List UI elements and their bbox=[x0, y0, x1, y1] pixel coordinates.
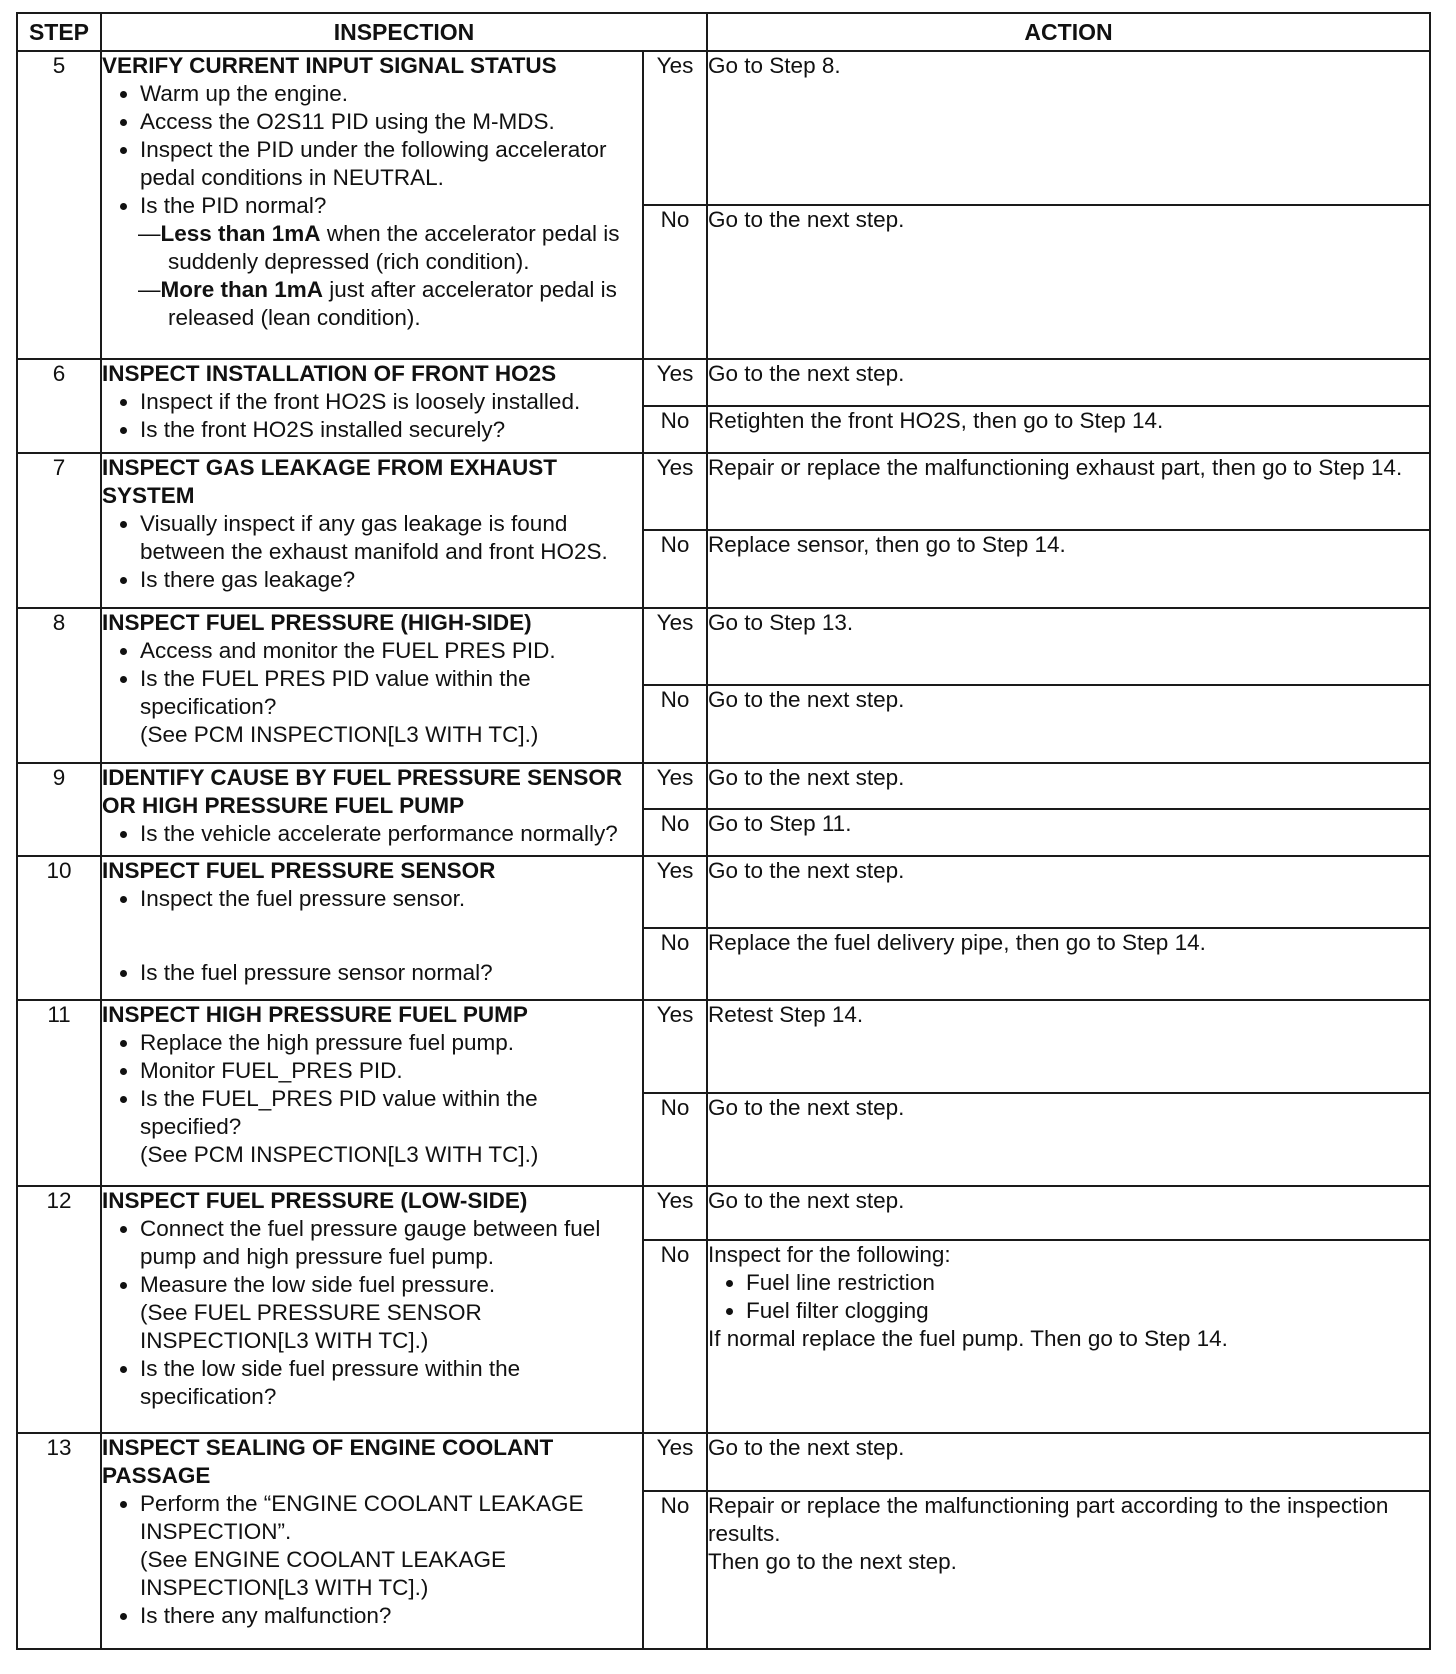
no-label: No bbox=[643, 685, 707, 762]
inspection-cell bbox=[101, 1186, 643, 1433]
inspection-item: • Is the low side fuel pressure within the specification? bbox=[140, 1355, 642, 1411]
step-row bbox=[17, 608, 1430, 685]
no-action-item: • Fuel filter clogging bbox=[746, 1297, 1429, 1325]
yes-action: Go to the next step. bbox=[707, 763, 1430, 810]
inspection-item-text: Measure the low side fuel pressure. bbox=[140, 1272, 496, 1297]
header-action: ACTION bbox=[707, 13, 1430, 51]
no-action bbox=[707, 1491, 1430, 1649]
no-label: No bbox=[643, 406, 707, 453]
yes-label: Yes bbox=[643, 1186, 707, 1240]
condition-value: Less than 1mA bbox=[160, 221, 321, 246]
step-row bbox=[17, 1186, 1430, 1240]
inspection-item: • Connect the fuel pressure gauge between fuel pump and high pressure fuel pump. bbox=[140, 1215, 642, 1271]
no-action: Go to the next step. bbox=[707, 205, 1430, 359]
inspection-title: IDENTIFY CAUSE BY FUEL PRESSURE SENSOR OR HIGH PRESSURE FUEL PUMP bbox=[102, 764, 623, 818]
inspection-list bbox=[102, 1215, 642, 1411]
no-action: Go to Step 11. bbox=[707, 809, 1430, 856]
no-label: No bbox=[643, 1093, 707, 1186]
step-number: 6 bbox=[17, 359, 101, 453]
condition-item: —More than 1mA just after accelerator pedal is released (lean condition). bbox=[138, 277, 617, 330]
step-number: 10 bbox=[17, 856, 101, 1000]
inspection-list bbox=[102, 388, 642, 444]
inspection-item: • Monitor FUEL_PRES PID. bbox=[140, 1057, 642, 1085]
inspection-cell bbox=[101, 453, 643, 608]
inspection-cell bbox=[101, 1000, 643, 1186]
step-row bbox=[17, 856, 1430, 928]
header-row bbox=[17, 13, 1430, 51]
inspection-list bbox=[102, 637, 642, 749]
inspection-list bbox=[102, 820, 642, 848]
no-label: No bbox=[643, 530, 707, 607]
yes-label: Yes bbox=[643, 1433, 707, 1492]
step-row bbox=[17, 453, 1430, 530]
yes-label: Yes bbox=[643, 1000, 707, 1093]
inspection-title: INSPECT FUEL PRESSURE SENSOR bbox=[102, 858, 496, 884]
no-action bbox=[707, 1240, 1430, 1433]
step-row bbox=[17, 763, 1430, 810]
header-inspection: INSPECTION bbox=[101, 13, 707, 51]
inspection-list bbox=[102, 510, 642, 594]
inspection-item-text: Is the FUEL_PRES PID value within the specified? bbox=[140, 1086, 538, 1140]
yes-action: Go to the next step. bbox=[707, 856, 1430, 928]
inspection-list bbox=[102, 885, 642, 913]
yes-label: Yes bbox=[643, 763, 707, 810]
no-label: No bbox=[643, 205, 707, 359]
inspection-item: • Inspect the fuel pressure sensor. bbox=[140, 885, 642, 913]
inspection-item bbox=[140, 1271, 642, 1355]
yes-action: Go to the next step. bbox=[707, 359, 1430, 406]
header-step: STEP bbox=[17, 13, 101, 51]
inspection-item: • Is the fuel pressure sensor normal? bbox=[140, 959, 642, 987]
inspection-list bbox=[102, 1029, 642, 1169]
yes-action: Retest Step 14. bbox=[707, 1000, 1430, 1093]
step-number: 7 bbox=[17, 453, 101, 608]
inspection-item-text: Perform the “ENGINE COOLANT LEAKAGE INSPECTION”. bbox=[140, 1490, 584, 1544]
no-action: Retighten the front HO2S, then go to Step 14. bbox=[707, 406, 1430, 453]
inspection-cell bbox=[101, 1433, 643, 1649]
spacer bbox=[102, 913, 642, 959]
inspection-title: INSPECT GAS LEAKAGE FROM EXHAUST SYSTEM bbox=[102, 454, 558, 508]
yes-label: Yes bbox=[643, 453, 707, 530]
inspection-cell bbox=[101, 856, 643, 1000]
inspection-item: • Is the front HO2S installed securely? bbox=[140, 416, 642, 444]
step-row bbox=[17, 1433, 1430, 1492]
yes-label: Yes bbox=[643, 608, 707, 685]
condition-text: when the accelerator pedal is suddenly depressed (rich condition). bbox=[168, 221, 620, 274]
inspection-item: • Inspect if the front HO2S is loosely installed. bbox=[140, 388, 642, 416]
step-number: 11 bbox=[17, 1000, 101, 1186]
inspection-cell bbox=[101, 51, 643, 359]
inspection-cell bbox=[101, 763, 643, 857]
no-action: Replace sensor, then go to Step 14. bbox=[707, 530, 1430, 607]
step-number: 12 bbox=[17, 1186, 101, 1433]
step-row bbox=[17, 1000, 1430, 1093]
condition-list bbox=[102, 220, 642, 332]
inspection-item: • Is there gas leakage? bbox=[140, 566, 642, 594]
inspection-item: • Is there any malfunction? bbox=[140, 1602, 642, 1630]
inspection-list bbox=[102, 959, 642, 987]
yes-label: Yes bbox=[643, 856, 707, 928]
step-number: 8 bbox=[17, 608, 101, 763]
inspection-cell bbox=[101, 608, 643, 763]
inspection-item: • Visually inspect if any gas leakage is found between the exhaust manifold and front HO2S. bbox=[140, 510, 642, 566]
yes-action: Go to Step 13. bbox=[707, 608, 1430, 685]
yes-label: Yes bbox=[643, 51, 707, 205]
inspection-list bbox=[102, 80, 642, 220]
no-action-item: • Fuel line restriction bbox=[746, 1269, 1429, 1297]
condition-text: just after accelerator pedal is released (lean condition). bbox=[168, 277, 617, 330]
inspection-cell bbox=[101, 359, 643, 453]
no-action-outro: If normal replace the fuel pump. Then go to Step 14. bbox=[708, 1326, 1228, 1352]
reference-note: (See FUEL PRESSURE SENSOR INSPECTION[L3 WITH TC].) bbox=[140, 1300, 482, 1353]
inspection-title: VERIFY CURRENT INPUT SIGNAL STATUS bbox=[102, 53, 557, 78]
inspection-title: INSPECT SEALING OF ENGINE COOLANT PASSAGE bbox=[102, 1434, 554, 1488]
no-label: No bbox=[643, 1240, 707, 1433]
no-action-intro: Inspect for the following: bbox=[708, 1242, 951, 1268]
reference-note: (See PCM INSPECTION[L3 WITH TC].) bbox=[140, 721, 539, 747]
inspection-item bbox=[140, 1085, 642, 1169]
step-number: 13 bbox=[17, 1433, 101, 1649]
no-action: Replace the fuel delivery pipe, then go to Step 14. bbox=[707, 928, 1430, 1000]
no-action-outro: Then go to the next step. bbox=[708, 1549, 957, 1575]
condition-item: —Less than 1mA when the accelerator pedal is suddenly depressed (rich condition). bbox=[138, 221, 620, 274]
reference-note: (See ENGINE COOLANT LEAKAGE INSPECTION[L3 WITH TC].) bbox=[140, 1546, 506, 1600]
inspection-item: • Is the vehicle accelerate performance normally? bbox=[140, 820, 642, 848]
step-row bbox=[17, 359, 1430, 406]
inspection-item: • Replace the high pressure fuel pump. bbox=[140, 1029, 642, 1057]
inspection-item: • Access the O2S11 PID using the M-MDS. bbox=[140, 108, 642, 136]
no-label: No bbox=[643, 1491, 707, 1649]
yes-action: Go to the next step. bbox=[707, 1186, 1430, 1240]
inspection-item bbox=[140, 665, 642, 749]
inspection-title: INSPECT FUEL PRESSURE (HIGH-SIDE) bbox=[102, 609, 532, 635]
inspection-item bbox=[140, 1490, 642, 1602]
step-row bbox=[17, 51, 1430, 205]
step-number: 5 bbox=[17, 51, 101, 359]
inspection-item: • Is the PID normal? bbox=[140, 192, 642, 220]
condition-value: More than 1mA bbox=[160, 277, 324, 302]
no-action-text: Repair or replace the malfunctioning part according to the inspection results. bbox=[708, 1493, 1389, 1547]
reference-note: (See PCM INSPECTION[L3 WITH TC].) bbox=[140, 1142, 539, 1168]
step-number: 9 bbox=[17, 763, 101, 857]
inspection-title: INSPECT INSTALLATION OF FRONT HO2S bbox=[102, 360, 557, 386]
yes-action: Go to the next step. bbox=[707, 1433, 1430, 1492]
inspection-title: INSPECT FUEL PRESSURE (LOW-SIDE) bbox=[102, 1188, 528, 1213]
no-label: No bbox=[643, 928, 707, 1000]
yes-label: Yes bbox=[643, 359, 707, 406]
inspection-item: • Warm up the engine. bbox=[140, 80, 642, 108]
no-action: Go to the next step. bbox=[707, 685, 1430, 762]
inspection-item: • Access and monitor the FUEL PRES PID. bbox=[140, 637, 642, 665]
no-action: Go to the next step. bbox=[707, 1093, 1430, 1186]
inspection-list bbox=[102, 1490, 642, 1630]
yes-action: Repair or replace the malfunctioning exhaust part, then go to Step 14. bbox=[707, 453, 1430, 530]
no-label: No bbox=[643, 809, 707, 856]
yes-action: Go to Step 8. bbox=[707, 51, 1430, 205]
inspection-item: • Inspect the PID under the following accelerator pedal conditions in NEUTRAL. bbox=[140, 136, 642, 192]
no-action-list bbox=[708, 1269, 1429, 1325]
inspection-title: INSPECT HIGH PRESSURE FUEL PUMP bbox=[102, 1002, 528, 1028]
troubleshooting-table bbox=[16, 12, 1431, 1650]
inspection-item-text: Is the FUEL PRES PID value within the specification? bbox=[140, 665, 531, 719]
